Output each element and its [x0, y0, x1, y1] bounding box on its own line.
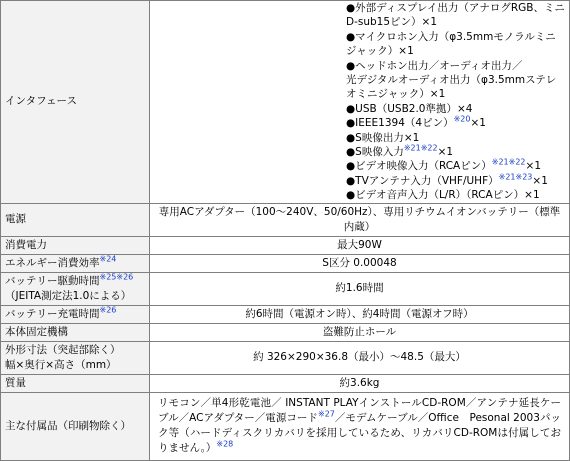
footnote-ref[interactable]: ※27: [317, 409, 335, 419]
footnote-ref[interactable]: ※21※22: [403, 143, 438, 153]
charge-time-label: バッテリー充電時間$^{※26}$: [1, 305, 150, 323]
energy-efficiency-row: [1, 254, 570, 272]
interface-list: [346, 1, 565, 203]
charge-time-value: 約6時間（電源オン時）、約4時間（電源オフ時）: [150, 305, 570, 323]
footnote-ref[interactable]: ※25※26: [99, 272, 134, 282]
accessories-value: リモコン／単4形乾電池／ INSTANT PLAYインストールCD-ROM／アンテナ延長ケーブル／ACアダプター／電源コード$^{※27}$／モデムケーブル／Office Pesonal 2003パック等（ハードディスクリカバリを採用しているため、リカバリCD-ROMは付属しておりません。）$^{※28}$: [150, 392, 570, 460]
battery-time-label: バッテリー駆動時間$^{※25※26}$ （JEITA測定法1.0による）: [1, 272, 150, 305]
power-consumption-label: 消費電力: [1, 236, 150, 254]
dimensions-value: 約 326×290×36.8（最小）～48.5（最大）: [150, 341, 570, 374]
interface-item: ●ヘッドホン出力／オーディオ出力／: [346, 59, 523, 72]
power-source-value: 専用ACアダプター（100～240V、50/60Hz）、専用リチウムイオンバッテリー（標準内蔵）: [150, 203, 570, 236]
accessories-row: [1, 392, 570, 460]
footnote-ref[interactable]: ※20: [453, 114, 471, 124]
energy-efficiency-label: エネルギー消費効率$^{※24}$: [1, 254, 150, 272]
mass-value: 約3.6kg: [150, 374, 570, 392]
dimensions-row: [1, 341, 570, 374]
power-source-row: [1, 203, 570, 236]
footnote-ref[interactable]: ※21※22: [491, 157, 526, 167]
interface-value: [150, 1, 570, 204]
footnote-ref[interactable]: ※21※23: [498, 172, 533, 182]
interface-item: ●外部ディスプレイ出力（アナログRGB、ミニD-sub15ピン）×1: [346, 2, 566, 29]
interface-item: ●S映像入力$^{※21※22}$×1: [346, 143, 454, 159]
security-row: [1, 323, 570, 341]
interface-item: ●マイクロホン入力（φ3.5mmモノラルミニジャック）×1: [346, 30, 556, 58]
interface-row: [1, 1, 570, 204]
interface-item: ●ビデオ音声入力（L/R）（RCAピン）×1: [346, 189, 540, 202]
dimensions-label: 外形寸法（突起部除く） 幅×奥行×高さ（mm）: [1, 341, 150, 374]
footnote-ref[interactable]: ※26: [99, 305, 117, 315]
power-source-label: 電源: [1, 203, 150, 236]
mass-label: 質量: [1, 374, 150, 392]
interface-item: ●TVアンテナ入力（VHF/UHF）$^{※21※23}$×1: [346, 172, 548, 187]
battery-time-row: [1, 272, 570, 305]
charge-time-row: [1, 305, 570, 323]
footnote-ref[interactable]: ※24: [99, 254, 117, 264]
power-consumption-row: [1, 236, 570, 254]
security-label: 本体固定機構: [1, 323, 150, 341]
interface-item: ●S映像出力×1: [346, 131, 420, 144]
footnote-ref[interactable]: ※28: [216, 439, 234, 449]
accessories-label: 主な付属品（印刷物除く）: [1, 392, 150, 460]
mass-row: [1, 374, 570, 392]
interface-item: ●USB（USB2.0準拠）×4: [346, 102, 473, 115]
battery-time-value: 約1.6時間: [150, 272, 570, 305]
interface-item: 光デジタルオーディオ出力（φ3.5mmステレオミニジャック）×1: [346, 74, 557, 101]
energy-efficiency-value: S区分 0.00048: [150, 254, 570, 272]
interface-item: ●ビデオ映像入力（RCAピン）$^{※21※22}$×1: [346, 157, 541, 173]
security-value: 盗難防止ホール: [150, 323, 570, 341]
power-consumption-value: 最大90W: [150, 236, 570, 254]
interface-label: インタフェース: [1, 1, 150, 204]
interface-item: ●IEEE1394（4ピン）$^{※20}$×1: [346, 114, 486, 130]
